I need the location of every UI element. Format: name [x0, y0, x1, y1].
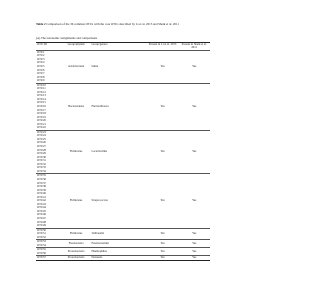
- otu-id-cell: OTU12: [37, 89, 46, 94]
- present-li-cell: Yes: [147, 248, 179, 256]
- otu-id-cell: OTU10: [36, 83, 62, 87]
- otu-id-cell: OTU15: [37, 100, 46, 105]
- otu-id-cell: OTU46: [37, 212, 46, 217]
- otu-id-cell: OTU42: [37, 198, 46, 203]
- phylum-cell: Firmicutes: [62, 174, 91, 228]
- otu-id-cell: OTU25: [37, 136, 46, 141]
- phylum-cell: Firmicutes: [62, 228, 91, 240]
- present-sheik-cell: Yes: [178, 50, 210, 83]
- otu-id-cell: OTU37: [37, 180, 46, 185]
- present-sheik-cell: Yes: [178, 130, 210, 174]
- table-row: [36, 130, 210, 134]
- otu-id-cell: OTU45: [37, 208, 46, 213]
- phylum-cell: Fusobacteria: [62, 240, 91, 248]
- table-caption-text: Comparison of the 36 common OTUs with the core OTUs described by Li et al. 2013 and Sheik et al. 2011: [46, 22, 179, 26]
- otu-id-cell: OTU35: [36, 174, 62, 178]
- otu-id-cell: OTU24: [37, 133, 46, 138]
- otu-id-cell: OTU57: [36, 256, 62, 261]
- table-row: [36, 256, 210, 261]
- table-row: [36, 228, 210, 232]
- present-li-cell: Yes: [147, 50, 179, 83]
- otu-id-cell: OTU13: [37, 93, 46, 98]
- present-li-cell: Yes: [147, 240, 179, 248]
- otu-id-cell: OTU22: [37, 125, 46, 130]
- otu-id-cell: OTU38: [37, 184, 46, 189]
- otu-id-cell: OTU28: [37, 147, 46, 152]
- present-li-cell: Yes: [147, 174, 179, 228]
- present-sheik-cell: Yes: [178, 240, 210, 248]
- otu-id-cell: OTU31: [37, 158, 46, 163]
- table-subtitle: (A) The taxonomic assignments and comparisons: [36, 36, 98, 40]
- otu-id-cell: OTU36: [37, 176, 46, 181]
- table-row: [36, 174, 210, 178]
- otu-id-cell: OTU17: [37, 107, 46, 112]
- header-genera: Group/genera: [91, 42, 108, 46]
- otu-id-cell: OTU23: [36, 130, 62, 134]
- table-header-row: [36, 43, 210, 51]
- otu-id-cell: OTU7: [37, 71, 45, 76]
- otu-id-cell: OTU5: [37, 64, 45, 68]
- otu-id-cell: OTU34: [37, 168, 46, 173]
- otu-id-cell: OTU47: [37, 215, 46, 220]
- otu-id-cell: OTU11: [37, 86, 46, 91]
- header-present-li: Present in Li et al. 2013: [148, 42, 177, 46]
- genus-cell: Veillonella: [91, 228, 147, 240]
- table-row: [36, 240, 210, 244]
- otu-id-cell: OTU53: [36, 240, 62, 244]
- otu-id-cell: OTU3: [37, 56, 45, 61]
- table-label: Table 2: [36, 22, 46, 26]
- otu-id-cell: OTU8: [37, 74, 45, 79]
- otu-id-cell: OTU54: [37, 242, 46, 247]
- otu-id-cell: OTU14: [37, 96, 46, 101]
- otu-comparison-table: [36, 42, 210, 261]
- otu-id-cell: OTU4: [37, 60, 45, 65]
- genus-cell: Neisseria: [91, 256, 147, 261]
- genus-cell: Fusobacterium: [91, 240, 147, 248]
- table-row: [36, 83, 210, 87]
- present-sheik-cell: Yes: [178, 83, 210, 130]
- present-li-cell: Yes: [147, 83, 179, 130]
- otu-id-cell: OTU27: [37, 144, 46, 149]
- genus-cell: Streptococcus: [91, 174, 147, 228]
- otu-id-cell: OTU39: [37, 187, 46, 192]
- present-sheik-cell: Yes: [178, 174, 210, 228]
- genus-cell: Flavisolibacter: [91, 83, 147, 130]
- otu-id-cell: OTU18: [37, 111, 46, 116]
- otu-id-cell: OTU9: [37, 78, 45, 83]
- otu-id-cell: OTU48: [37, 219, 46, 224]
- otu-id-cell: OTU33: [37, 165, 46, 170]
- phylum-cell: Firmicutes: [62, 130, 91, 174]
- header-otu-id: OTU ID: [37, 42, 47, 46]
- otu-id-cell: OTU1: [36, 50, 62, 54]
- genus-cell: Lactobacillus: [91, 130, 147, 174]
- present-sheik-cell: Yes: [178, 256, 210, 261]
- otu-id-cell: OTU2: [37, 53, 45, 58]
- otu-id-cell: OTU30: [37, 154, 46, 159]
- present-sheik-cell: Yes: [178, 248, 210, 256]
- otu-id-cell: OTU52: [37, 234, 46, 239]
- genus-cell: Iamia: [91, 50, 147, 83]
- table-caption: [36, 22, 214, 26]
- otu-id-cell: OTU6: [37, 67, 45, 72]
- otu-id-cell: OTU41: [37, 194, 46, 199]
- otu-id-cell: OTU19: [37, 114, 46, 119]
- otu-id-cell: OTU29: [37, 151, 46, 156]
- present-sheik-cell: Yes: [178, 228, 210, 240]
- otu-id-cell: OTU50: [36, 228, 62, 232]
- otu-id-cell: OTU56: [37, 250, 46, 255]
- phylum-cell: Acidobacteria: [62, 50, 91, 83]
- present-li-cell: Yes: [147, 130, 179, 174]
- phylum-cell: Proteobacteria: [62, 256, 91, 261]
- present-li-cell: Yes: [147, 228, 179, 240]
- otu-id-cell: OTU49: [37, 223, 46, 228]
- otu-id-cell: OTU21: [37, 121, 46, 126]
- genus-cell: Haemophilus: [91, 248, 147, 256]
- table-row: [36, 50, 210, 54]
- header-present-sheik: Present in Sheik et al. 2011: [181, 42, 207, 50]
- otu-id-cell: OTU26: [37, 140, 46, 145]
- header-phylum: Group/phylum: [67, 42, 85, 46]
- table-row: [36, 248, 210, 252]
- otu-id-cell: OTU44: [37, 205, 46, 210]
- otu-id-cell: OTU40: [37, 191, 46, 196]
- phylum-cell: Bacteroidetes: [62, 83, 91, 130]
- otu-id-cell: OTU43: [37, 201, 46, 206]
- otu-id-cell: OTU55: [36, 248, 62, 252]
- otu-id-cell: OTU20: [37, 118, 46, 123]
- table-body: [36, 50, 210, 260]
- present-li-cell: Yes: [147, 256, 179, 261]
- phylum-cell: Proteobacteria: [62, 248, 91, 256]
- otu-id-cell: OTU16: [37, 104, 46, 109]
- otu-id-cell: OTU32: [37, 161, 46, 166]
- otu-id-cell: OTU51: [37, 231, 46, 236]
